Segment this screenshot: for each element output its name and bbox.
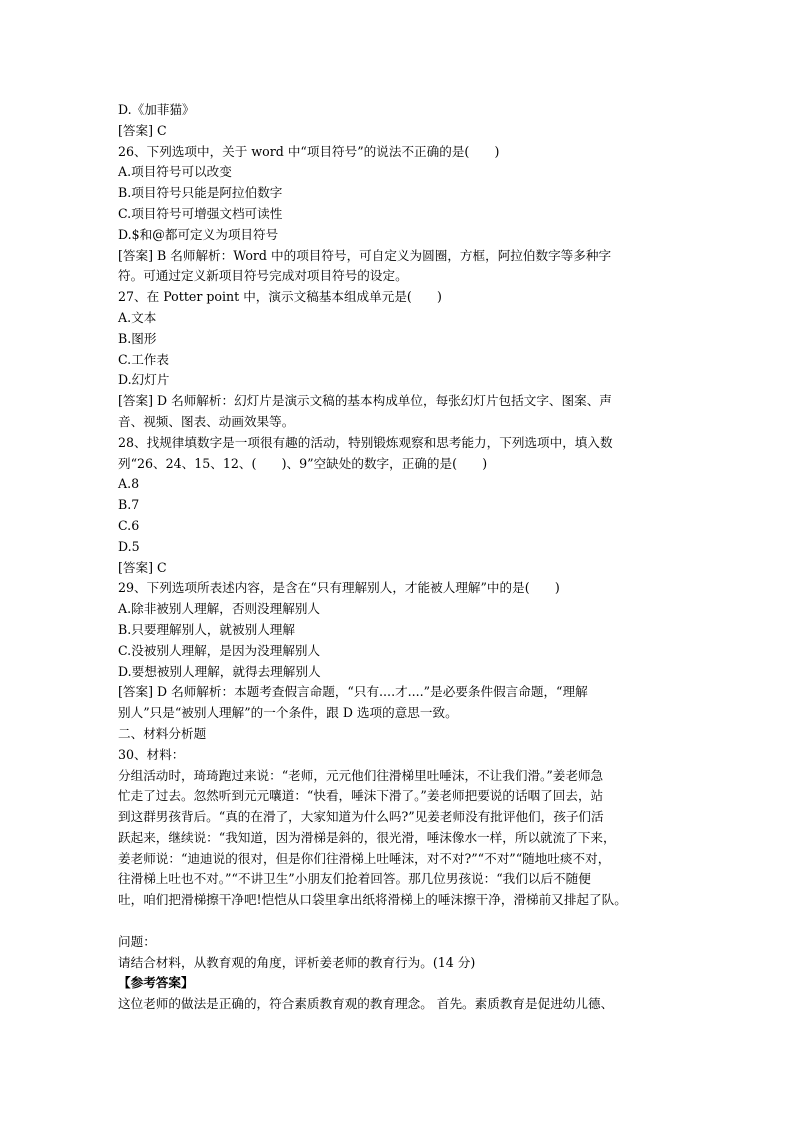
answer-line: [答案] D 名师解析：本题考查假言命题，“只有....才....”是必要条件假言命题，“理解 [118,684,588,700]
answer-heading: 【参考答案】 [118,975,194,991]
question-text: 请结合材料，从教育观的角度，评析姜老师的教育行为。(14 分) [118,954,476,970]
option-d: D.要想被别人理解，就得去理解别人 [118,663,321,679]
material-line: 到这群男孩背后。“真的在滑了，大家知道为什么吗?”见姜老师没有批评他们，孩子们活 [118,809,604,825]
option-a: A.8 [118,476,140,492]
option-c: C.项目符号可增强文档可读性 [118,205,283,221]
answer-line: [答案] C [118,559,167,575]
question-30: 30、材料： [118,746,185,762]
blank-gap [118,911,688,932]
answer-line: [答案] C [118,122,167,138]
text-line: 列“26、24、15、12、( )、9”空缺处的数字，正确的是( ) [118,455,488,471]
option-b: B.7 [118,497,140,513]
option-b: B.图形 [118,330,157,346]
option-c: C.没被别人理解，是因为没理解别人 [118,642,321,658]
text-line: 别人”只是“被别人理解”的一个条件，跟 D 选项的意思一致。 [118,705,458,721]
material-line: 吐，咱们把滑梯擦干净吧!恺恺从口袋里拿出纸将滑梯上的唾沫擦干净，滑梯前又排起了队。 [118,892,627,908]
text-line: 音、视频、图表、动画效果等。 [118,413,295,429]
question-28: 28、找规律填数字是一项很有趣的活动，特别锻炼观察和思考能力，下列选项中，填入数 [118,434,613,450]
material-line: 分组活动时，琦琦跑过来说：“老师，元元他们往滑梯里吐唾沫，不让我们滑。”姜老师急 [118,767,604,783]
question-27: 27、在 Potter point 中，演示文稿基本组成单元是( ) [118,289,442,305]
question-29: 29、下列选项所表述内容，是含在“只有理解别人，才能被人理解”中的是( ) [118,580,560,596]
material-line: 往滑梯上吐也不对。”“不讲卫生”小朋友们抢着回答。那几位男孩说：“我们以后不随便 [118,871,591,887]
option-d: D.幻灯片 [118,372,170,388]
answer-line: [答案] B 名师解析：Word 中的项目符号，可自定义为圆圈，方框，阿拉伯数字等多种字 [118,247,612,263]
option-c: C.工作表 [118,351,169,367]
section-heading: 二、材料分析题 [118,725,207,741]
question-label: 问题： [118,933,156,949]
option-d: D.5 [118,538,140,554]
material-line: 忙走了过去。忽然听到元元嚷道：“快看，唾沫下滑了。”姜老师把要说的话咽了回去，站 [118,788,604,804]
option-a: A.除非被别人理解，否则没理解别人 [118,601,321,617]
option-b: B.只要理解别人，就被别人理解 [118,621,295,637]
option-a: A.项目符号可以改变 [118,164,232,180]
answer-text: 这位老师的做法是正确的，符合素质教育观的教育理念。 首先。素质教育是促进幼儿德、 [118,996,614,1012]
answer-line: [答案] D 名师解析：幻灯片是演示文稿的基本构成单位，每张幻灯片包括文字、图案、声 [118,393,612,409]
option-d: D.$和@都可定义为项目符号 [118,226,279,242]
option-c: C.6 [118,517,140,533]
material-line: 跃起来，继续说：“我知道，因为滑梯是斜的，很光滑，唾沫像水一样，所以就流了下来， [118,829,616,845]
text-line: 符。可通过定义新项目符号完成对项目符号的设定。 [118,268,408,284]
material-line: 姜老师说：“迪迪说的很对，但是你们往滑梯上吐唾沫，对不对?”“不对”“随地吐痰不对， [118,850,611,866]
question-26: 26、下列选项中，关于 word 中“项目符号”的说法不正确的是( ) [118,143,500,159]
option-a: A.文本 [118,309,157,325]
option-b: B.项目符号只能是阿拉伯数字 [118,185,283,201]
document-page [118,100,688,1015]
text-line: D.《加菲猫》 [118,102,195,117]
